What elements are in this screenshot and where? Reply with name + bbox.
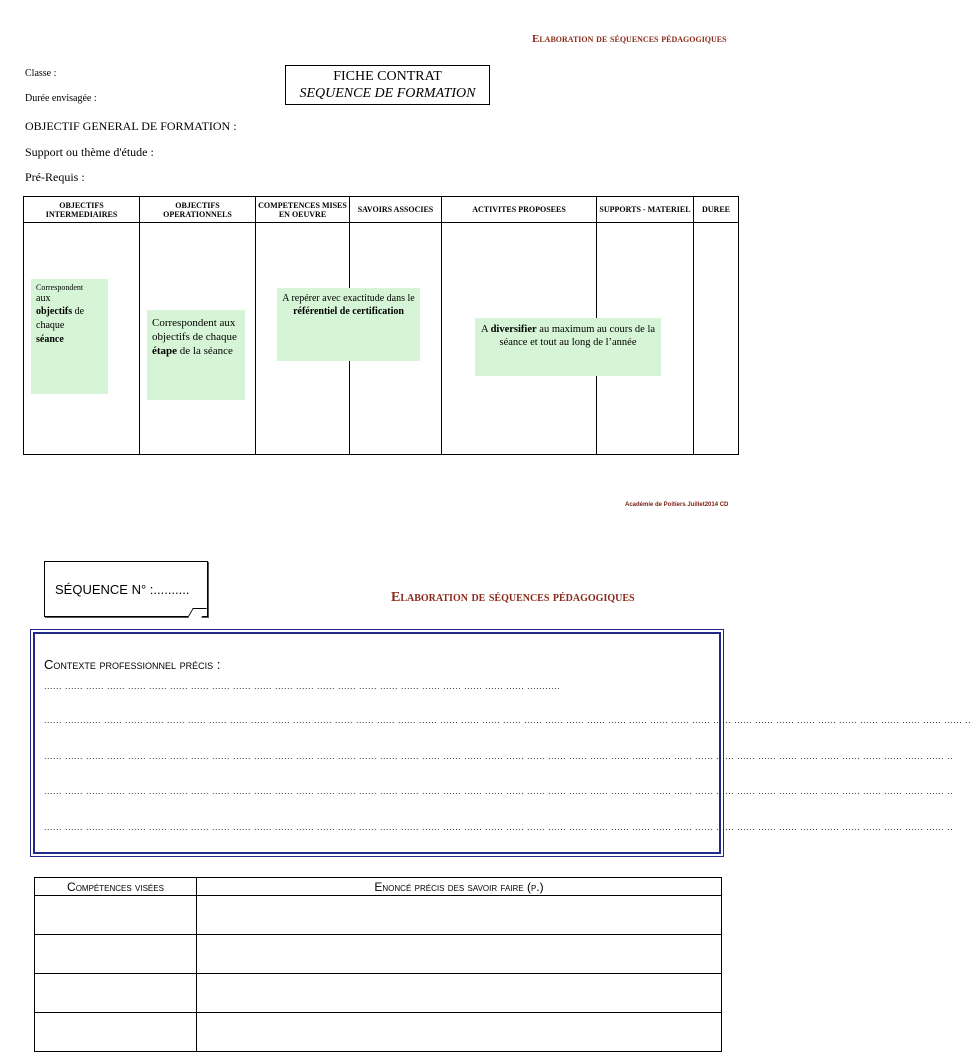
classe-label: Classe :: [25, 68, 57, 79]
duree-label: Durée envisagée :: [25, 93, 97, 104]
note-competences: [277, 288, 420, 361]
table-cell[interactable]: [35, 974, 197, 1013]
table-row: [35, 974, 722, 1013]
note-text-bold: objectifs: [36, 306, 73, 317]
col-header-activites: ACTIVITES PROPOSEES: [442, 197, 597, 223]
col-header-competences: COMPETENCES MISES EN OEUVRE: [256, 197, 350, 223]
sequence-number-box: [44, 561, 208, 617]
objectif-general-label: OBJECTIF GENERAL DE FORMATION :: [25, 119, 237, 133]
context-title: Contexte professionnel précis :: [44, 657, 221, 672]
context-dot-line[interactable]: ...... ...... ...... ...... ...... ...... ...... ...... ...... ...... ...... ...... ...... ...... ...... ...... ...... ...... ...... ...... ...... ...... ...... ...... ...... ...... ...... ...... ...... ...... ...... ...... ...... ...... ...... ...... ...... ...... ...... ...... ...... ...... ...... ..: [44, 786, 954, 796]
fiche-subtitle: SEQUENCE DE FORMATION: [299, 86, 476, 101]
col-header-savoir-faire: Enoncé précis des savoir faire (p.): [197, 878, 722, 896]
note-text: de chaque: [36, 306, 85, 331]
col-header-savoirs: SAVOIRS ASSOCIES: [350, 197, 442, 223]
note-text-bold: étape: [152, 345, 178, 357]
table-row: [35, 1013, 722, 1052]
context-dot-line[interactable]: ...... ...... ...... ...... ...... ...... ...... ...... ...... ...... ...... ...... ...... ...... ...... ...... ...... ...... ...... ...... ...... ...... ...... ...... ...... ...... ...... ...... ...... ...... ...... ...... ...... ...... ...... ...... ...... ...... ...... ...... ...... ...... ...... ..: [44, 751, 954, 761]
table-cell[interactable]: [197, 896, 722, 935]
note-objectifs-operationnels: [147, 310, 245, 400]
note-text-bold: diversifier: [490, 324, 537, 335]
col-header-objectifs-intermediaires: OBJECTIFS INTERMEDIAIRES: [24, 197, 140, 223]
competences-table: [34, 877, 722, 1052]
note-text: de la séance: [177, 345, 233, 357]
context-dot-line[interactable]: ...... ...... ...... ...... ...... ...... ...... ...... ...... ...... ...... ...... ...... ...... ...... ...... ...... ...... ...... ...... ...... ...... ...... ...... ...... ...... ...... ...... ...... ...... ...... ...... ...... ...... ...... ...... ...... ...... ...... ...... ...... ...... ...... ..: [44, 822, 954, 832]
table-row: [35, 896, 722, 935]
context-dot-line[interactable]: ...... ............ ...... ...... ...... ...... ...... ...... ...... ...... ...... ...... ...... ...... ...... ...... ...... ...... ...... ...... ...... ...... ...... ...... ...... ...... ...... ...... ...... ...... ...... ...... ...... ...... ...... ...... ...... ...... ...... ...... ...... ...... ...... ..: [44, 715, 971, 725]
table-cell[interactable]: [197, 974, 722, 1013]
footer-academie: Académie de Poitiers Juillet2014 CD: [625, 502, 729, 508]
context-dot-line[interactable]: ...... ...... ...... ...... ...... ...... ...... ...... ...... ...... ...... ...... ...... ...... ...... ...... ...... ...... ...... ...... ...... ...... ...... ...........: [44, 681, 561, 691]
table-cell[interactable]: [197, 935, 722, 974]
table-cell[interactable]: [35, 935, 197, 974]
fiche-contrat-box: [285, 65, 490, 105]
prerequis-label: Pré-Requis :: [25, 170, 85, 184]
note-text: A repérer avec exactitude dans le: [282, 293, 415, 304]
table-cell[interactable]: [197, 1013, 722, 1052]
col-header-competences-visees: Compétences visées: [35, 878, 197, 896]
support-label: Support ou thème d'étude :: [25, 145, 154, 159]
table-cell[interactable]: [35, 896, 197, 935]
note-text: Correspondent: [36, 283, 84, 292]
note-activites: [475, 318, 661, 376]
note-text-bold: séance: [36, 334, 64, 345]
col-header-supports: SUPPORTS - MATERIEL: [597, 197, 694, 223]
table-row: [35, 935, 722, 974]
sequence-number-label: SÉQUENCE N° :..........: [55, 581, 190, 597]
note-text: aux: [36, 293, 51, 304]
note-objectifs-intermediaires: [31, 279, 108, 394]
col-header-duree: DUREE: [694, 197, 739, 223]
note-text: A: [480, 324, 491, 335]
table-cell[interactable]: [694, 223, 739, 455]
col-header-objectifs-operationnels: OBJECTIFS OPERATIONNELS: [140, 197, 256, 223]
note-text-bold: référentiel de certification: [293, 306, 404, 317]
note-text: Correspondent aux objectifs de chaque: [152, 317, 237, 343]
page-header-title: Elaboration de séquences pédagogiques: [532, 33, 727, 45]
page2-header-title: Elaboration de séquences pédagogiques: [391, 590, 635, 605]
fiche-title: FICHE CONTRAT: [333, 69, 442, 84]
note-text: au maximum au cours de la séance et tout au long de l’année: [499, 324, 656, 348]
table-cell[interactable]: [35, 1013, 197, 1052]
